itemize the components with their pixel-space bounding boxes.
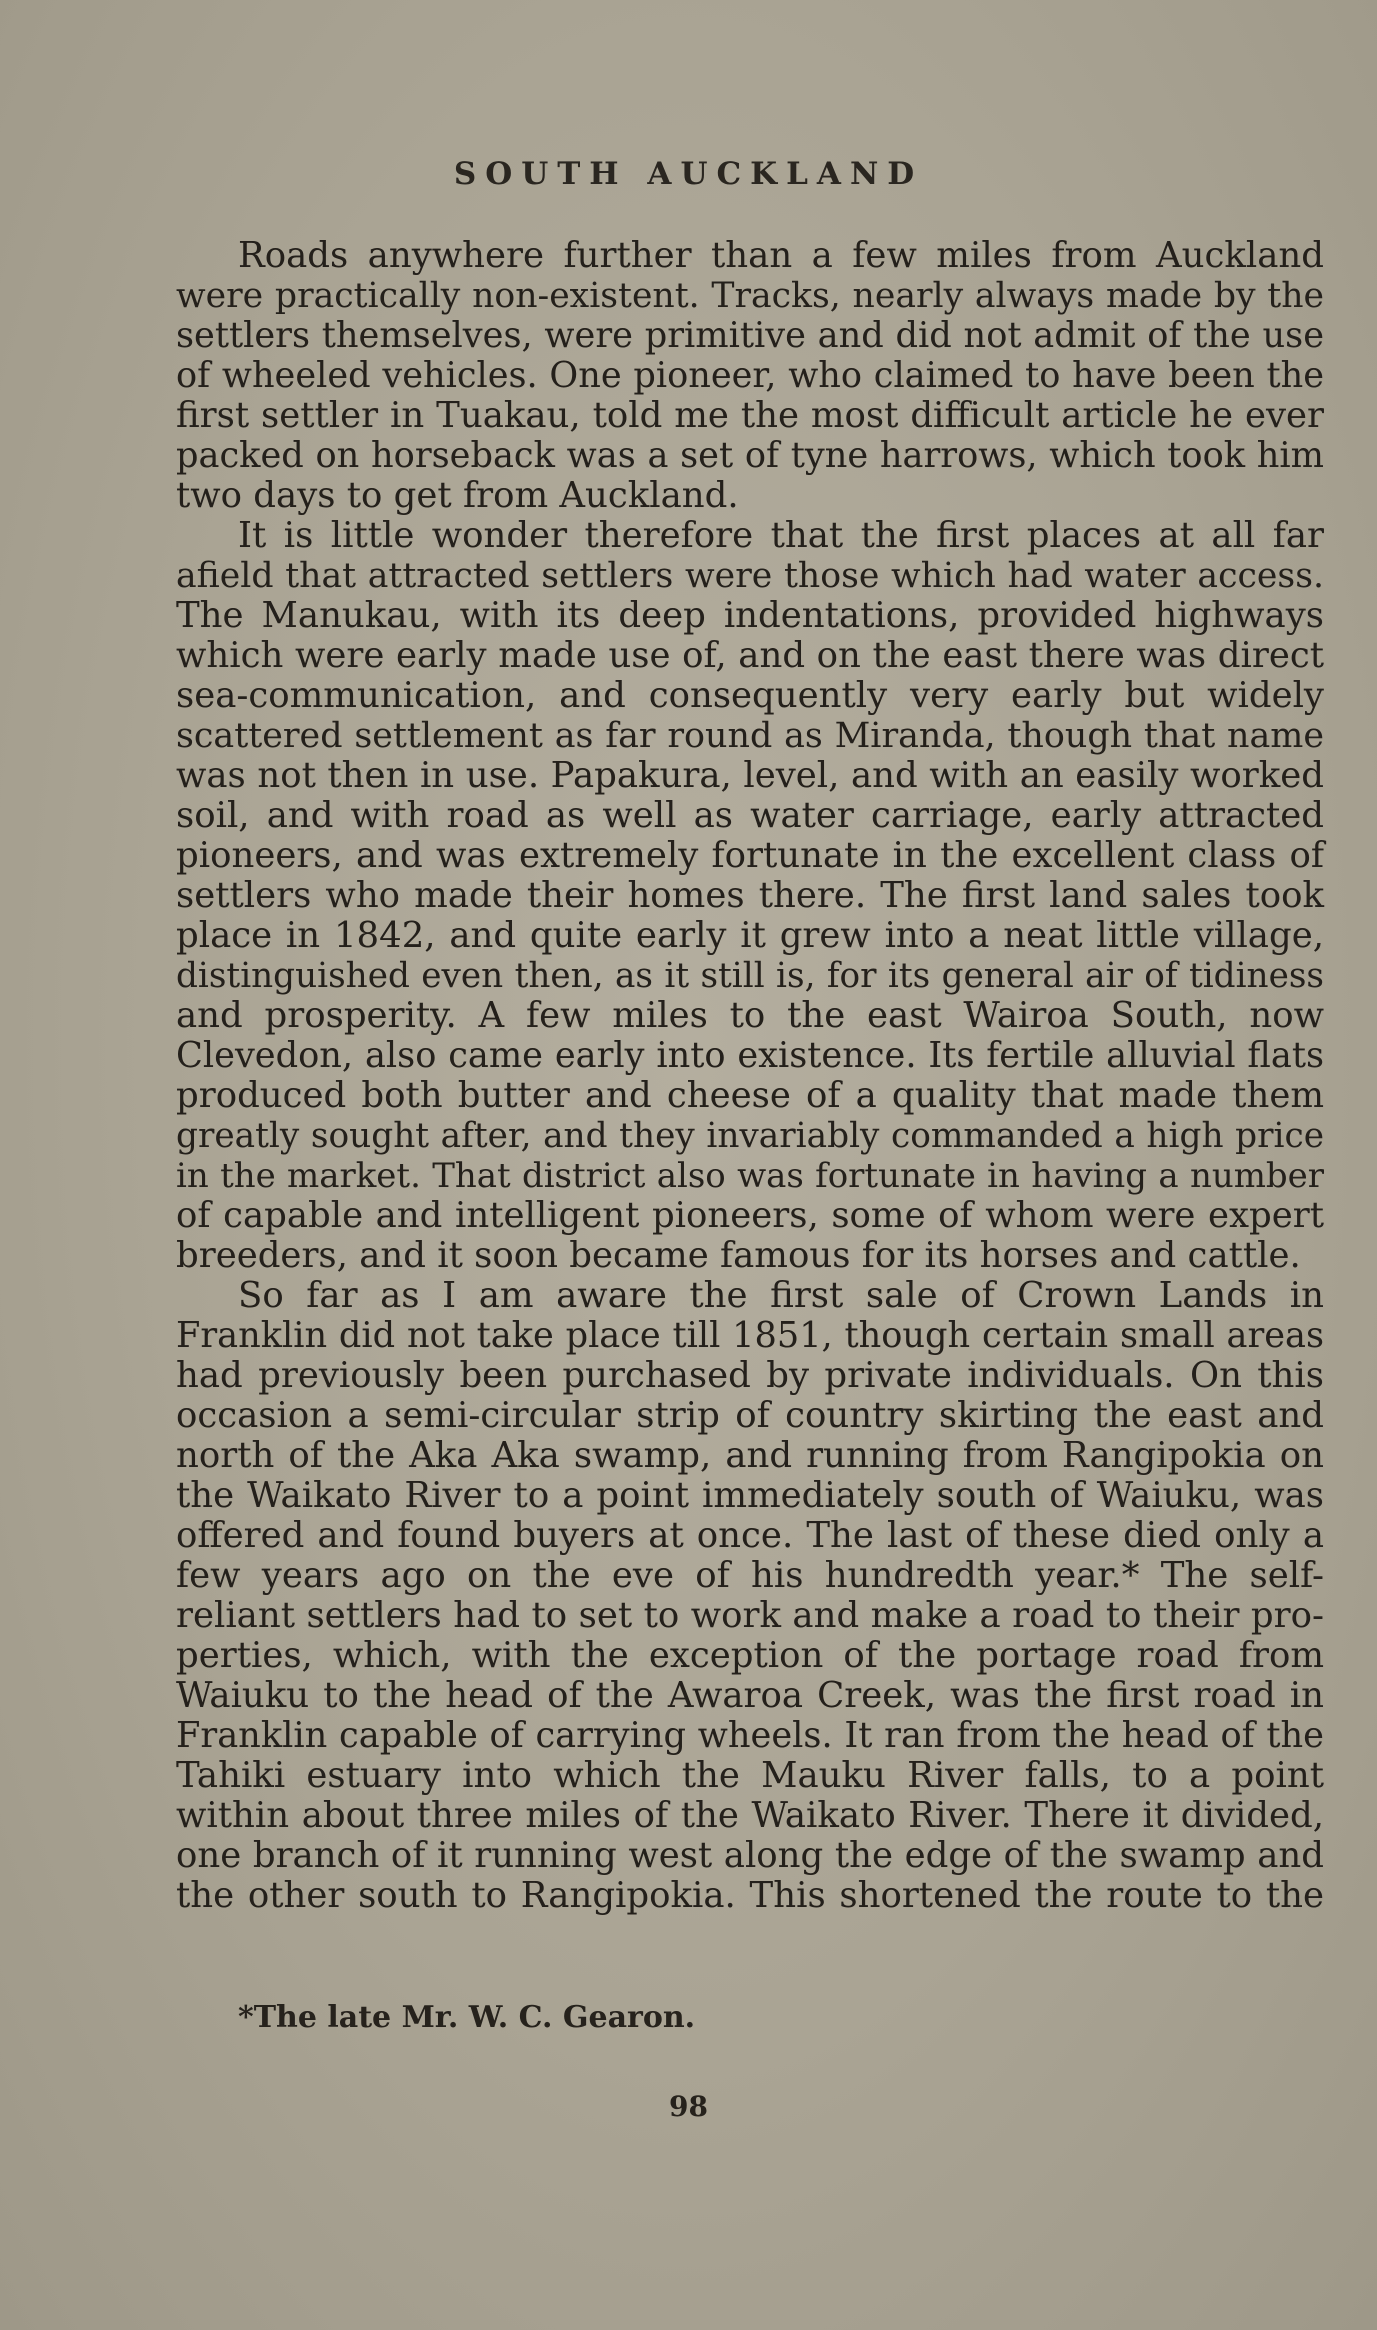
text-line: So far as I am aware the first sale of Crown Lands in [238, 1275, 1324, 1316]
text-line: was not then in use. Papakura, level, and with an easily worked [176, 755, 1324, 796]
text-line: The Manukau, with its deep indentations, provided highways [176, 595, 1324, 636]
text-line: Roads anywhere further than a few miles from Auckland [238, 235, 1324, 276]
text-line: Clevedon, also came early into existence. Its fertile alluvial flats [176, 1035, 1324, 1076]
text-line: Franklin capable of carrying wheels. It ran from the head of the [176, 1715, 1324, 1756]
text-line: were practically non-existent. Tracks, nearly always made by the [176, 276, 1324, 316]
text-line: north of the Aka Aka swamp, and running from Rangipokia on [176, 1435, 1324, 1476]
text-line: occasion a semi-circular strip of country skirting the east and [176, 1395, 1324, 1436]
text-line: Tahiki estuary into which the Mauku River falls, to a point [176, 1755, 1324, 1796]
text-line: packed on horseback was a set of tyne harrows, which took him [176, 435, 1324, 476]
text-line: sea-communication, and consequently very early but widely [176, 675, 1324, 716]
page-number: 98 [669, 2090, 708, 2123]
running-head: SOUTH AUCKLAND [453, 156, 924, 192]
text-line: Franklin did not take place till 1851, though certain small areas [176, 1315, 1324, 1356]
text-line: the other south to Rangipokia. This shortened the route to the [176, 1875, 1324, 1916]
text-line: greatly sought after, and they invariably commanded a high price [176, 1116, 1324, 1156]
text-line: breeders, and it soon became famous for its horses and cattle. [176, 1235, 1301, 1276]
text-line: offered and found buyers at once. The last of these died only a [176, 1515, 1324, 1556]
text-line: had previously been purchased by private individuals. On this [176, 1355, 1324, 1396]
text-line: one branch of it running west along the edge of the swamp and [176, 1835, 1324, 1876]
text-line: Waiuku to the head of the Awaroa Creek, was the first road in [176, 1675, 1324, 1716]
text-line: of wheeled vehicles. One pioneer, who claimed to have been the [176, 355, 1324, 396]
text-line: scattered settlement as far round as Miranda, though that name [176, 716, 1324, 756]
text-line: settlers who made their homes there. The first land sales took [176, 875, 1324, 916]
text-line: distinguished even then, as it still is, for its general air of tidiness [176, 956, 1324, 996]
body-text [176, 236, 1324, 1916]
text-line: few years ago on the eve of his hundredth year.* The self- [176, 1555, 1324, 1596]
text-line: two days to get from Auckland. [176, 475, 739, 516]
text-line: It is little wonder therefore that the first places at all far [238, 515, 1324, 556]
text-line: place in 1842, and quite early it grew into a neat little village, [176, 915, 1324, 956]
text-line: first settler in Tuakau, told me the most difficult article he ever [176, 395, 1324, 436]
text-line: pioneers, and was extremely fortunate in the excellent class of [176, 835, 1324, 876]
text-line: reliant settlers had to set to work and make a road to their pro- [176, 1595, 1324, 1636]
text-line: in the market. That district also was fortunate in having a number [176, 1156, 1324, 1196]
text-line: settlers themselves, were primitive and did not admit of the use [176, 315, 1324, 356]
text-line: soil, and with road as well as water carriage, early attracted [176, 795, 1324, 836]
text-line: within about three miles of the Waikato River. There it divided, [176, 1795, 1324, 1836]
text-line: produced both butter and cheese of a quality that made them [176, 1075, 1324, 1116]
text-line: and prosperity. A few miles to the east Wairoa South, now [176, 995, 1324, 1036]
text-line: afield that attracted settlers were those which had water access. [176, 556, 1324, 596]
text-line: of capable and intelligent pioneers, some of whom were expert [176, 1195, 1324, 1236]
footnote: *The late Mr. W. C. Gearon. [238, 2000, 696, 2035]
text-line: which were early made use of, and on the east there was direct [176, 635, 1324, 676]
text-line: the Waikato River to a point immediately south of Waiuku, was [176, 1475, 1324, 1516]
text-line: perties, which, with the exception of the portage road from [176, 1635, 1324, 1676]
